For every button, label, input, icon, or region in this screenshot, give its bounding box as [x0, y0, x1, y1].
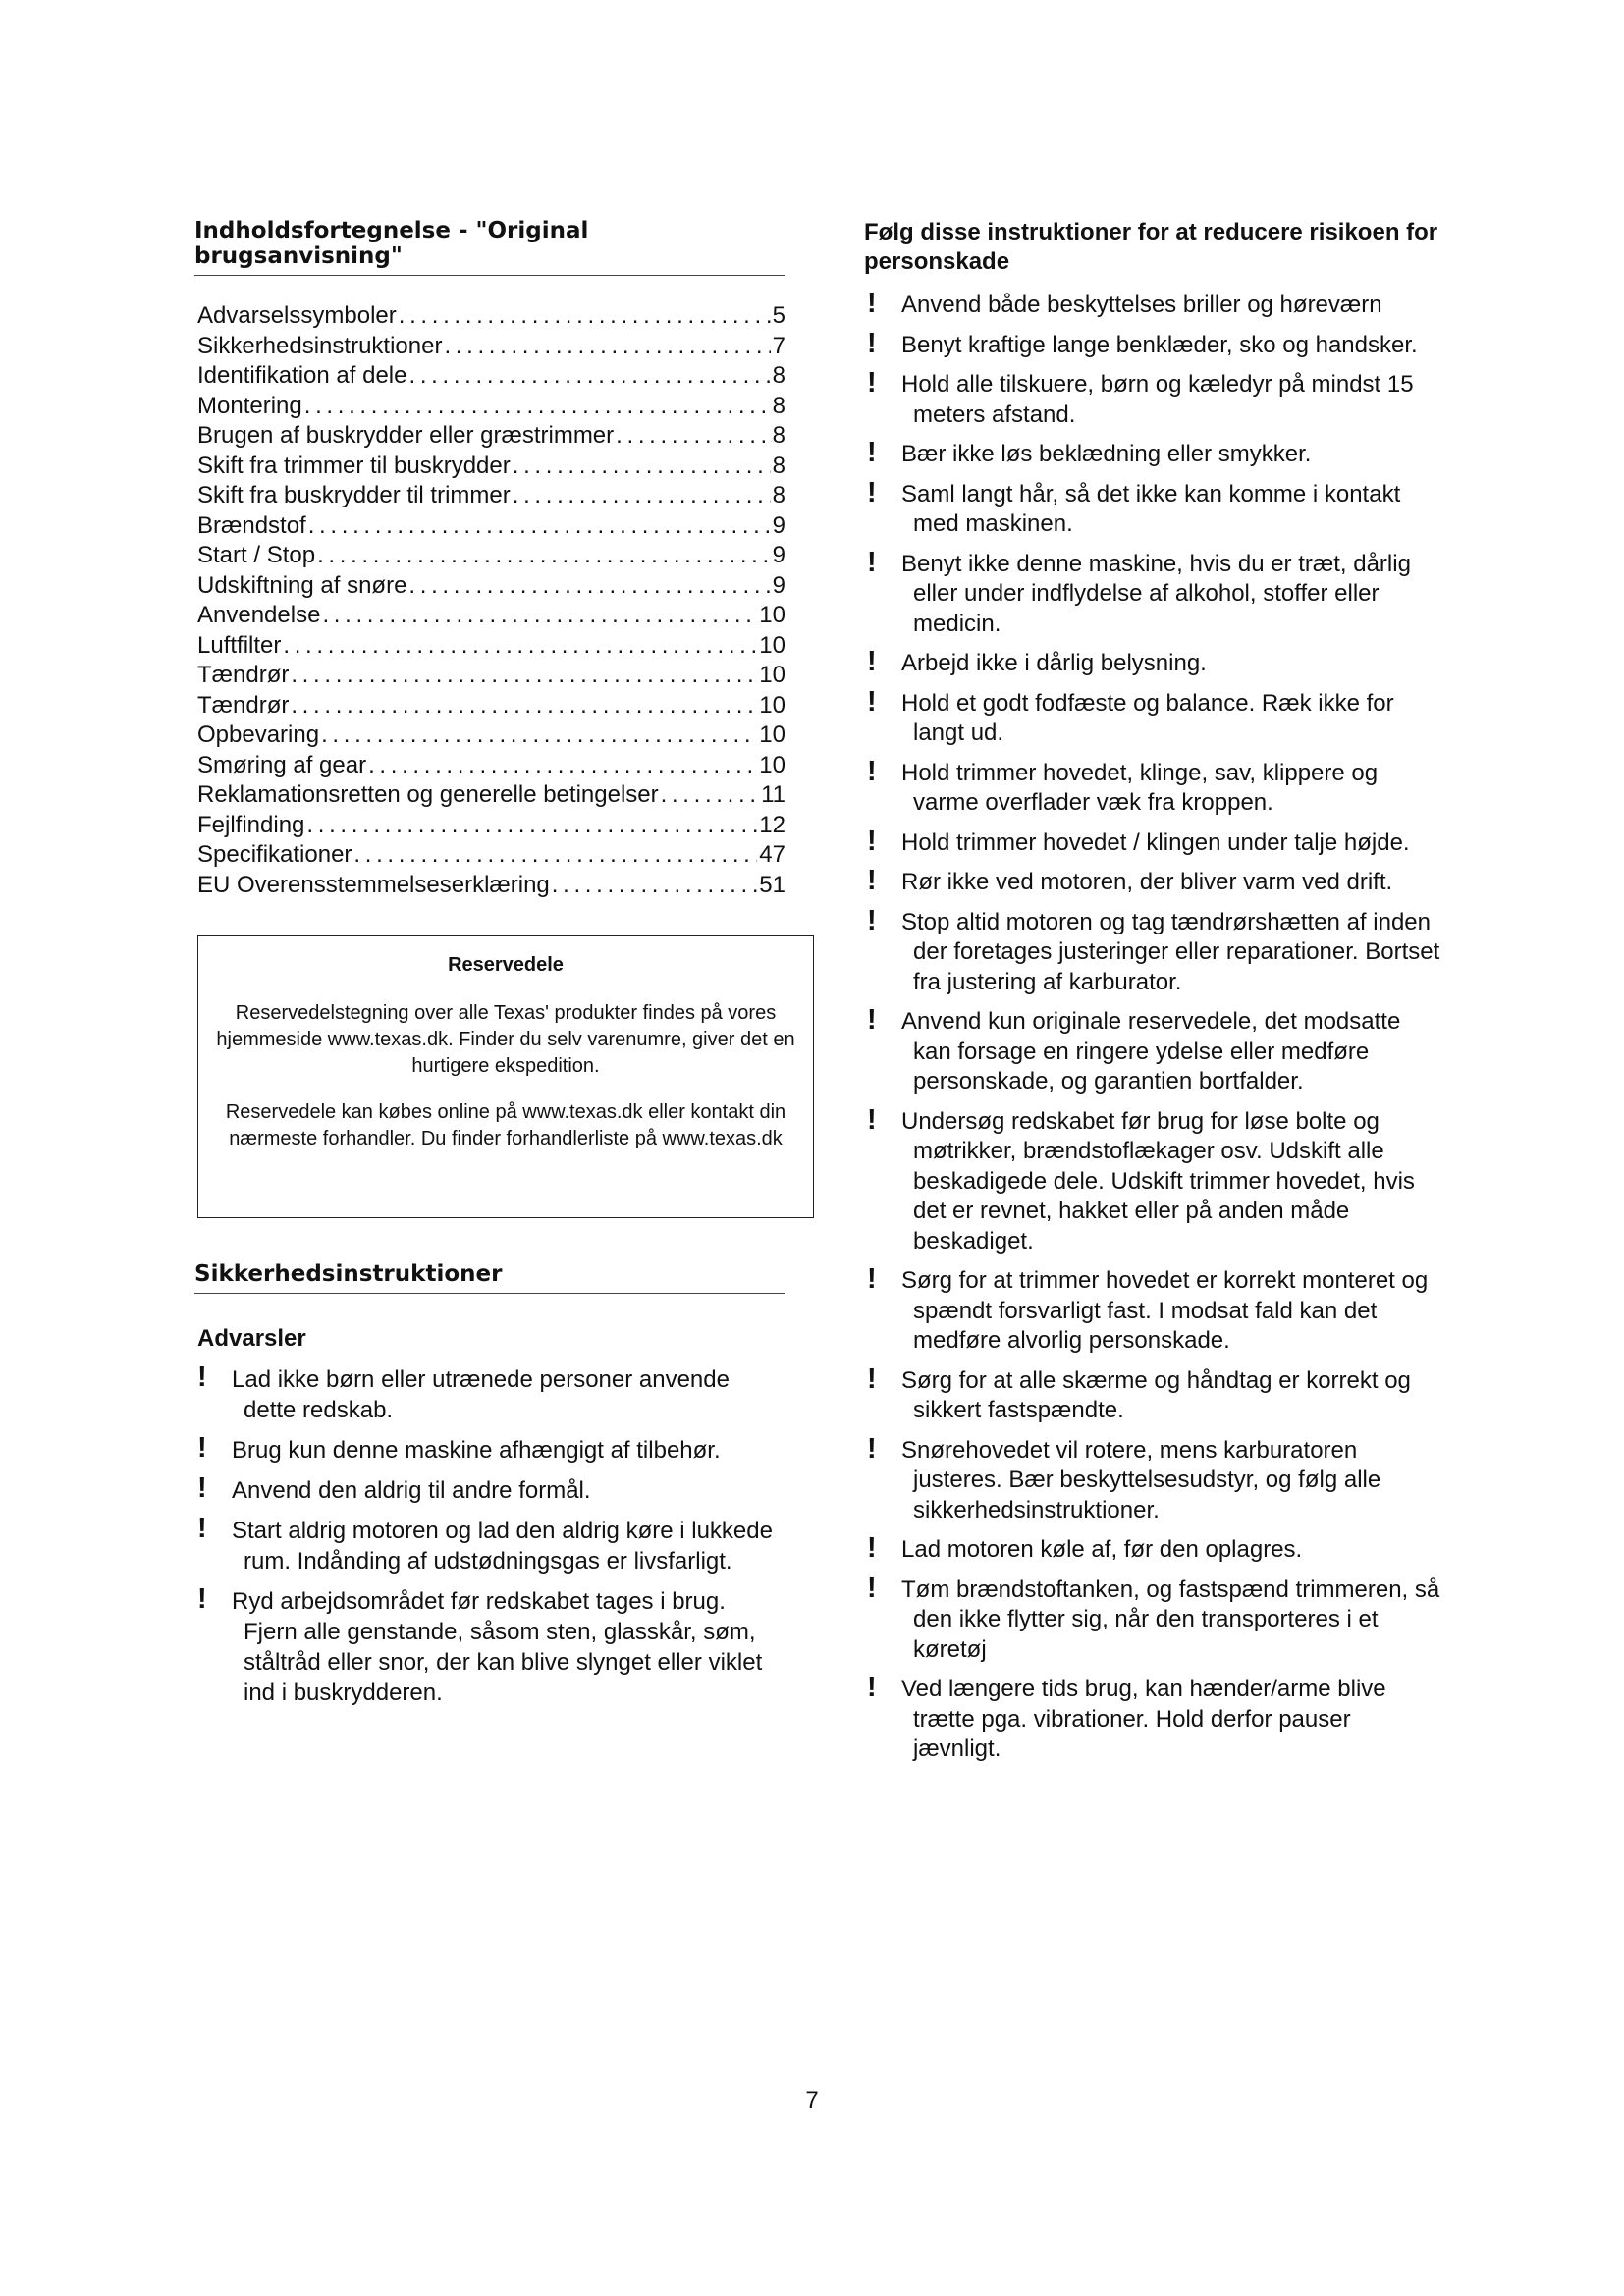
toc-entry-page: 11 — [761, 781, 785, 808]
toc-leader-dots — [399, 301, 771, 332]
list-item — [194, 1583, 785, 1708]
list-item — [194, 1513, 785, 1576]
toc-entry — [197, 780, 785, 811]
list-item — [864, 1004, 1443, 1097]
toc-entry-page: 10 — [759, 662, 785, 688]
exclamation-icon: ! — [867, 288, 877, 319]
toc-leader-dots — [552, 871, 758, 901]
list-item — [864, 476, 1443, 540]
toc-entry — [197, 511, 785, 542]
toc-entry — [197, 481, 785, 511]
toc-entry-page: 8 — [772, 362, 785, 389]
toc-entry — [197, 871, 785, 901]
list-item — [864, 1263, 1443, 1357]
exclamation-icon: ! — [867, 904, 877, 936]
toc-entry — [197, 661, 785, 691]
toc-entry — [197, 332, 785, 362]
toc-entry-title: Skift fra trimmer til buskrydder — [197, 452, 511, 479]
exclamation-icon: ! — [867, 865, 877, 896]
list-item-text: Start aldrig motoren og lad den aldrig køre i lukkede rum. Indånding af udstødningsgas er livsfarligt. — [232, 1518, 773, 1575]
toc-entry — [197, 811, 785, 841]
toc-entry-title: Identifikation af dele — [197, 362, 407, 389]
exclamation-icon: ! — [867, 1103, 877, 1136]
toc-entry-page: 10 — [759, 751, 785, 778]
toc-leader-dots — [616, 421, 770, 452]
list-item — [864, 1432, 1443, 1526]
list-item-text: Sørg for at alle skærme og håndtag er korrekt og sikkert fastspændte. — [901, 1366, 1411, 1423]
exclamation-icon: ! — [867, 437, 877, 468]
toc-entry-title: Brugen af buskrydder eller græstrimmer — [197, 422, 615, 449]
toc-entry-page: 8 — [772, 452, 785, 479]
safety-heading: Sikkerhedsinstruktioner — [194, 1261, 785, 1294]
toc-entry-title: Sikkerhedsinstruktioner — [197, 332, 443, 359]
list-item — [194, 1364, 785, 1425]
list-item-text: Ryd arbejdsområdet før redskabet tages i brug. Fjern alle genstande, såsom sten, glasskår, søm, ståltråd eller snor, der kan blive slynget eller viklet ind i buskrydderen. — [232, 1588, 763, 1706]
list-item — [864, 1572, 1443, 1666]
exclamation-icon: ! — [867, 1362, 877, 1395]
toc-entry-page: 9 — [772, 542, 785, 568]
toc-entry — [197, 452, 785, 482]
list-item — [864, 646, 1443, 679]
exclamation-icon: ! — [197, 1472, 207, 1504]
list-item-text: Hold trimmer hovedet / klingen under talje højde. — [901, 828, 1410, 856]
toc-entry-title: Reklamationsretten og generelle betingelser — [197, 781, 659, 808]
toc-leader-dots — [291, 691, 757, 721]
toc-entry-page: 10 — [759, 721, 785, 748]
toc-leader-dots — [408, 361, 770, 392]
toc-leader-dots — [308, 511, 771, 542]
toc-entry-title: Tændrør — [197, 691, 290, 719]
exclamation-icon: ! — [867, 546, 877, 578]
list-item — [194, 1432, 785, 1466]
toc-entry — [197, 361, 785, 392]
toc-leader-dots — [322, 601, 757, 631]
list-item — [864, 825, 1443, 859]
toc-entry-page: 9 — [772, 571, 785, 599]
warnings-heading: Advarsler — [197, 1325, 306, 1352]
toc-entry — [197, 571, 785, 602]
exclamation-icon: ! — [867, 1432, 877, 1465]
toc-entry — [197, 541, 785, 571]
toc-leader-dots — [306, 811, 757, 841]
toc-entry-page: 5 — [772, 302, 785, 329]
list-item-text: Lad motoren køle af, før den oplagres. — [901, 1536, 1303, 1563]
list-item-text: Snørehovedet vil rotere, mens karburatoren justeres. Bær beskyttelsesudstyr, og følg alle sikkerhedsinstruktioner. — [901, 1436, 1381, 1523]
toc-entry-title: Opbevaring — [197, 721, 320, 748]
list-item-text: Undersøg redskabet før brug for løse bolte og møtrikker, brændstoflækager osv. Udskift alle beskadigede dele. Udskift trimmer hovedet, hvis det er revnet, hakket eller på anden måde beskadiget. — [901, 1107, 1415, 1255]
toc-entry-title: Udskiftning af snøre — [197, 571, 407, 599]
spare-parts-paragraph: Reservedele kan købes online på www.texas.dk eller kontakt din nærmeste forhandler. Du finder forhandlerliste på www.texas.dk — [225, 1101, 786, 1149]
toc-entry-page: 7 — [772, 332, 785, 359]
list-item-text: Hold et godt fodfæste og balance. Ræk ikke for langt ud. — [901, 689, 1394, 746]
list-item — [864, 904, 1443, 998]
exclamation-icon: ! — [867, 685, 877, 718]
spare-parts-box — [197, 935, 814, 1218]
toc-entry-title: Tændrør — [197, 662, 290, 688]
toc-entry-title: Montering — [197, 392, 302, 419]
exclamation-icon: ! — [867, 367, 877, 399]
toc-entry — [197, 840, 785, 871]
toc-entry-title: Specifikationer — [197, 841, 352, 868]
left-column — [194, 218, 795, 1718]
toc-leader-dots — [304, 392, 771, 422]
exclamation-icon: ! — [867, 476, 877, 508]
list-item-text: Rør ikke ved motoren, der bliver varm ved drift. — [901, 869, 1393, 895]
list-item — [864, 1672, 1443, 1765]
exclamation-icon: ! — [867, 1672, 877, 1703]
list-item — [864, 1362, 1443, 1426]
injury-heading: Følg disse instruktioner for at reducere risikoen for personskade — [864, 219, 1438, 275]
toc-entry-title: Skift fra buskrydder til trimmer — [197, 482, 511, 508]
table-of-contents — [194, 301, 785, 900]
list-item-text: Tøm brændstoftanken, og fastspænd trimmeren, så den ikke flytter sig, når den transporteres i et køretøj — [901, 1575, 1440, 1663]
exclamation-icon: ! — [867, 755, 877, 787]
toc-entry-page: 9 — [772, 511, 785, 539]
toc-leader-dots — [321, 721, 757, 751]
list-item — [864, 1532, 1443, 1566]
exclamation-icon: ! — [867, 1004, 877, 1036]
list-item-text: Benyt kraftige lange benklæder, sko og handsker. — [901, 331, 1418, 358]
list-item-text: Hold trimmer hovedet, klinge, sav, klippere og varme overflader væk fra kroppen. — [901, 759, 1379, 816]
toc-entry-title: Smøring af gear — [197, 751, 367, 778]
list-item-text: Bær ikke løs beklædning eller smykker. — [901, 441, 1312, 467]
list-item-text: Hold alle tilskuere, børn og kæledyr på mindst 15 meters afstand. — [901, 371, 1414, 428]
toc-entry-page: 10 — [759, 602, 785, 628]
list-item — [864, 327, 1443, 361]
list-item — [864, 367, 1443, 430]
injury-list — [864, 288, 1443, 1765]
list-item — [864, 288, 1443, 321]
list-item-text: Sørg for at trimmer hovedet er korrekt monteret og spændt forsvarligt fast. I modsat fald kan det medføre alvorlig personskade. — [901, 1267, 1429, 1354]
toc-entry — [197, 751, 785, 781]
spare-parts-title: Reservedele — [448, 954, 564, 976]
toc-leader-dots — [368, 751, 757, 781]
exclamation-icon: ! — [867, 1572, 877, 1604]
exclamation-icon: ! — [197, 1513, 207, 1544]
toc-entry — [197, 721, 785, 751]
page-number: 7 — [805, 2087, 819, 2113]
toc-leader-dots — [408, 571, 770, 602]
warnings-list — [194, 1364, 785, 1708]
list-item — [864, 1103, 1443, 1257]
toc-leader-dots — [291, 661, 757, 691]
list-item — [864, 865, 1443, 898]
toc-entry-page: 10 — [759, 691, 785, 719]
toc-entry-title: Brændstof — [197, 511, 306, 539]
exclamation-icon: ! — [867, 327, 877, 359]
list-item — [864, 546, 1443, 640]
exclamation-icon: ! — [867, 1532, 877, 1564]
toc-leader-dots — [353, 840, 757, 871]
exclamation-icon: ! — [197, 1432, 207, 1464]
toc-entry-title: Luftfilter — [197, 631, 282, 659]
list-item-text: Lad ikke børn eller utrænede personer anvende dette redskab. — [232, 1366, 730, 1423]
toc-entry — [197, 631, 785, 662]
toc-entry — [197, 301, 785, 332]
list-item — [864, 685, 1443, 749]
toc-entry — [197, 691, 785, 721]
toc-entry — [197, 392, 785, 422]
toc-entry-title: EU Overensstemmelseserklæring — [197, 871, 550, 898]
toc-leader-dots — [283, 631, 757, 662]
toc-entry-page: 51 — [759, 871, 785, 898]
toc-entry-title: Anvendelse — [197, 602, 321, 628]
toc-entry-title: Advarselssymboler — [197, 302, 397, 329]
list-item-text: Saml langt hår, så det ikke kan komme i kontakt med maskinen. — [901, 480, 1401, 537]
toc-leader-dots — [513, 452, 771, 482]
spare-parts-paragraph: Reservedelstegning over alle Texas' produkter findes på vores hjemmeside www.texas.dk. Finder du selv varenumre, giver det en hurtigere ekspedition. — [216, 1002, 795, 1077]
toc-leader-dots — [513, 481, 771, 511]
toc-entry-page: 10 — [759, 631, 785, 659]
list-item-text: Anvend kun originale reservedele, det modsatte kan forsage en ringere ydelse eller medføre personskade, og garantien bortfalder. — [901, 1008, 1401, 1095]
list-item-text: Stop altid motoren og tag tændrørshætten af inden der foretages justeringer eller reparationer. Bortset fra justering af karburator. — [901, 908, 1440, 995]
toc-entry-page: 12 — [759, 811, 785, 838]
exclamation-icon: ! — [867, 1263, 877, 1295]
toc-leader-dots — [317, 541, 771, 571]
list-item — [864, 437, 1443, 470]
list-item-text: Anvend den aldrig til andre formål. — [232, 1477, 591, 1504]
toc-leader-dots — [444, 332, 770, 362]
right-column — [864, 218, 1443, 1775]
toc-entry-page: 8 — [772, 392, 785, 419]
toc-entry-page: 8 — [772, 482, 785, 508]
toc-entry-title: Fejlfinding — [197, 811, 305, 838]
list-item — [194, 1472, 785, 1506]
list-item-text: Benyt ikke denne maskine, hvis du er træt, dårlig eller under indflydelse af alkohol, stoffer eller medicin. — [901, 550, 1411, 637]
exclamation-icon: ! — [197, 1583, 207, 1615]
toc-entry-page: 8 — [772, 422, 785, 449]
toc-leader-dots — [661, 780, 759, 811]
list-item-text: Brug kun denne maskine afhængigt af tilbehør. — [232, 1437, 721, 1464]
exclamation-icon: ! — [867, 825, 877, 857]
exclamation-icon: ! — [197, 1362, 207, 1393]
toc-entry — [197, 421, 785, 452]
toc-entry-title: Start / Stop — [197, 542, 316, 568]
exclamation-icon: ! — [867, 646, 877, 677]
list-item-text: Arbejd ikke i dårlig belysning. — [901, 650, 1207, 676]
toc-entry-page: 47 — [759, 841, 785, 868]
list-item-text: Ved længere tids brug, kan hænder/arme blive trætte pga. vibrationer. Hold derfor pauser jævnligt. — [901, 1676, 1386, 1762]
list-item-text: Anvend både beskyttelses briller og høreværn — [901, 292, 1382, 318]
list-item — [864, 755, 1443, 819]
toc-heading: Indholdsfortegnelse - "Original brugsanvisning" — [194, 218, 785, 276]
toc-entry — [197, 601, 785, 631]
